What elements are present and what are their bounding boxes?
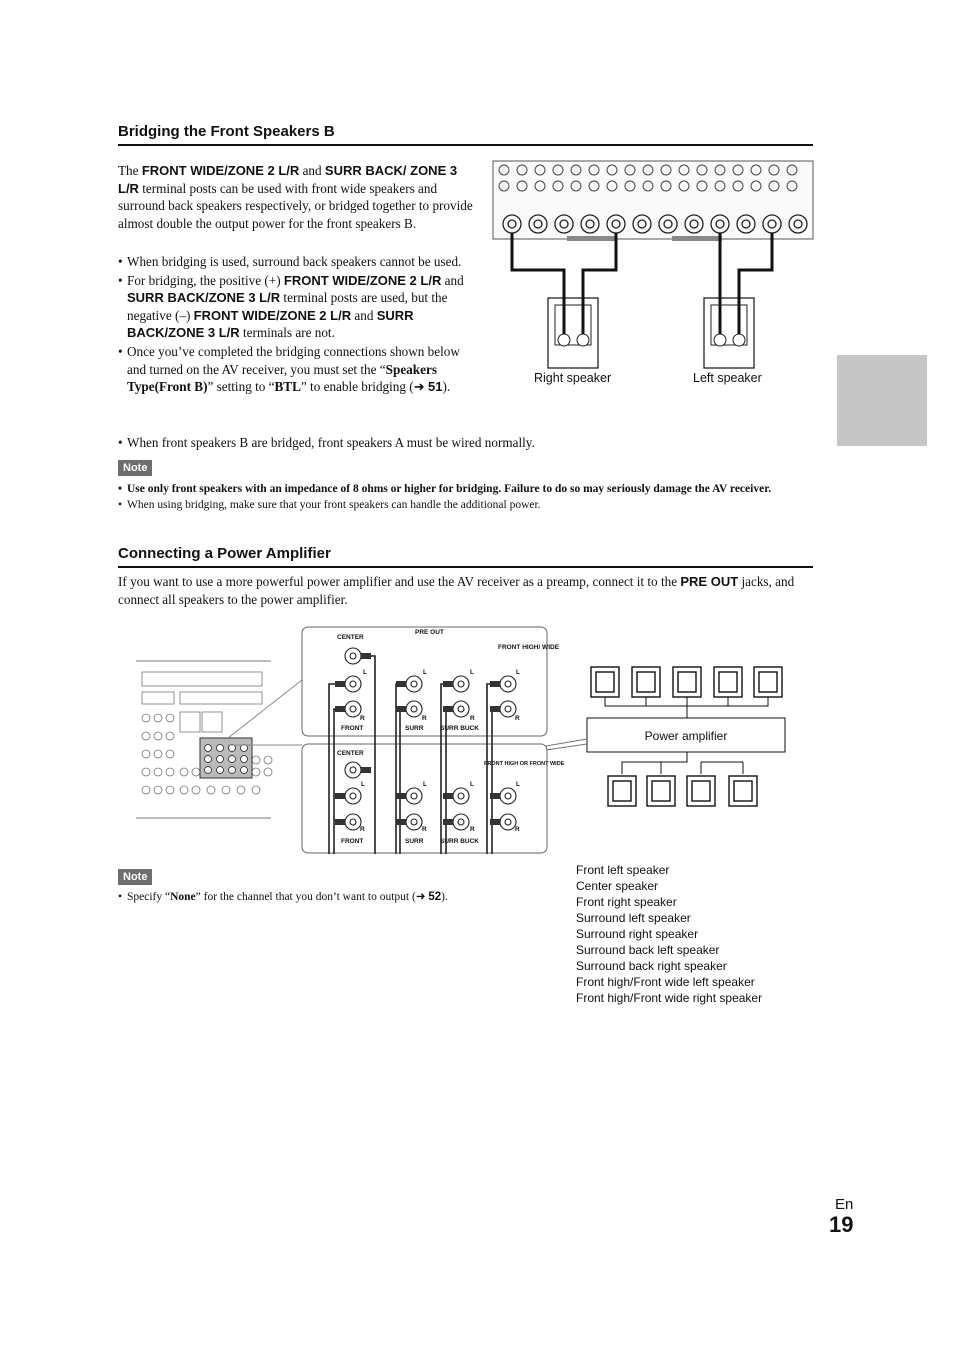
speaker-legend <box>576 862 816 1006</box>
label-pre-out: PRE OUT <box>415 629 444 636</box>
label-center: CENTER <box>337 750 364 757</box>
legend-item: Surround back left speaker <box>576 943 720 957</box>
section-rule <box>118 144 813 146</box>
label-surr-back: SURR BUCK <box>440 838 479 845</box>
legend-item: Surround right speaker <box>576 927 699 941</box>
page-number: 19 <box>829 1212 854 1237</box>
legend-item: Front right speaker <box>576 895 677 909</box>
text: ). <box>441 891 448 903</box>
label-l: L <box>470 781 474 788</box>
text: jacks, and connect all speakers to the power amplifier. <box>118 574 795 607</box>
text: Specify “ <box>127 891 171 903</box>
text: The <box>118 163 142 178</box>
term-surr-back: SURR BACK/ ZONE 3 L/R <box>118 163 458 196</box>
text: terminals are not. <box>239 325 335 341</box>
label-front: FRONT <box>341 725 364 732</box>
note1-item: • When using bridging, make sure that your front speakers can handle the additional power. <box>118 498 808 514</box>
text: and <box>299 163 325 178</box>
footer-language: En <box>835 1196 854 1213</box>
text: and <box>441 272 464 288</box>
note1-list <box>118 482 808 513</box>
page-ref: 51 <box>428 379 443 395</box>
bullet-4: • When front speakers B are bridged, front speakers A must be wired normally. <box>118 434 798 452</box>
term: FRONT WIDE/ZONE 2 L/R <box>283 272 442 288</box>
right-speaker-label: Right speaker <box>534 371 612 385</box>
text: ” to enable bridging ( <box>300 379 414 395</box>
setting-name: Speakers Type(Front B) <box>127 361 437 395</box>
legend-item: Center speaker <box>576 879 659 893</box>
label-front-high-or-wide: FRONT HIGH OR FRONT WIDE <box>484 761 565 767</box>
arrow-right-icon: ➜ <box>415 891 429 903</box>
label-l: L <box>361 781 365 788</box>
bridging-bullets <box>118 253 480 396</box>
label-r: R <box>422 826 427 833</box>
page-ref: 52 <box>428 891 442 903</box>
label-r: R <box>515 826 520 833</box>
note2-item <box>118 890 458 906</box>
label-surr: SURR <box>405 725 424 732</box>
legend-item: Surround back right speaker <box>576 959 727 973</box>
text: and <box>351 307 377 323</box>
text: If you want to use a more powerful power amplifier and use the AV receiver as a preamp, connect it to the <box>118 574 681 589</box>
label-l: L <box>516 781 520 788</box>
note-label: Note <box>118 460 152 476</box>
text: ). <box>442 379 451 395</box>
bridging-diagram <box>492 160 814 372</box>
note2-text <box>118 890 458 906</box>
bullet-3 <box>118 343 480 396</box>
setting-value: BTL <box>274 379 301 395</box>
label-l: L <box>470 669 474 676</box>
label-surr-back: SURR BUCK <box>440 725 479 732</box>
text: Once you’ve completed the bridging connections shown below and turned on the AV receiver, you must set the “ <box>127 343 460 377</box>
callout-lines <box>200 625 310 855</box>
note1-item: • Use only front speakers with an impedance of 8 ohms or higher for bridging. Failure to do so may seriously damage the AV receiver. <box>118 482 808 498</box>
label-r: R <box>422 715 427 722</box>
bullet-2 <box>118 272 480 342</box>
bridging-intro <box>118 162 480 232</box>
label-r: R <box>470 826 475 833</box>
arrow-right-icon: ➜ <box>413 379 429 395</box>
label-r: R <box>470 715 475 722</box>
text: terminal posts can be used with front wide speakers and surround back speakers respectively, or bridged together to provide almost double the output power for the front speakers B. <box>118 180 473 231</box>
bullet-4-wrap <box>118 434 798 452</box>
term: SURR BACK/ZONE 3 L/R <box>127 290 281 306</box>
section-rule <box>118 566 813 568</box>
label-l: L <box>423 669 427 676</box>
section-title-power-amp: Connecting a Power Amplifier <box>118 545 331 562</box>
text: ” for the channel that you don’t want to output ( <box>195 891 416 903</box>
label-surr: SURR <box>405 838 424 845</box>
label-front-high-wide: FRONT HIGH/ WIDE <box>498 644 560 651</box>
note-label: Note <box>118 869 152 885</box>
term-front-wide: FRONT WIDE/ZONE 2 L/R <box>141 163 300 178</box>
label-l: L <box>423 781 427 788</box>
legend-item: Front left speaker <box>576 863 670 877</box>
term: FRONT WIDE/ZONE 2 L/R <box>193 307 352 323</box>
legend-item: Front high/Front wide right speaker <box>576 991 763 1005</box>
section-side-tab <box>837 355 927 446</box>
term: SURR BACK/ZONE 3 L/R <box>127 307 414 341</box>
label-r: R <box>360 715 365 722</box>
legend-item: Surround left speaker <box>576 911 691 925</box>
power-amp-intro <box>118 573 808 608</box>
label-l: L <box>363 669 367 676</box>
left-speaker-label: Left speaker <box>693 371 762 385</box>
label-center: CENTER <box>337 634 364 641</box>
value-none: None <box>170 891 196 903</box>
text: For bridging, the positive (+) <box>127 272 284 288</box>
label-l: L <box>516 669 520 676</box>
legend-item: Front high/Front wide left speaker <box>576 975 755 989</box>
text: terminal posts are used, but the negative (–) <box>127 290 448 323</box>
pre-out-diagram <box>301 626 565 854</box>
power-amp-label: Power amplifier <box>644 729 728 743</box>
label-front: FRONT <box>341 838 364 845</box>
label-r: R <box>360 826 365 833</box>
term-pre-out: PRE OUT <box>680 574 739 589</box>
section-title-bridging: Bridging the Front Speakers B <box>118 123 335 140</box>
bullet-1: • When bridging is used, surround back speakers cannot be used. <box>118 253 480 271</box>
label-r: R <box>515 715 520 722</box>
text: ” setting to “ <box>207 379 275 395</box>
